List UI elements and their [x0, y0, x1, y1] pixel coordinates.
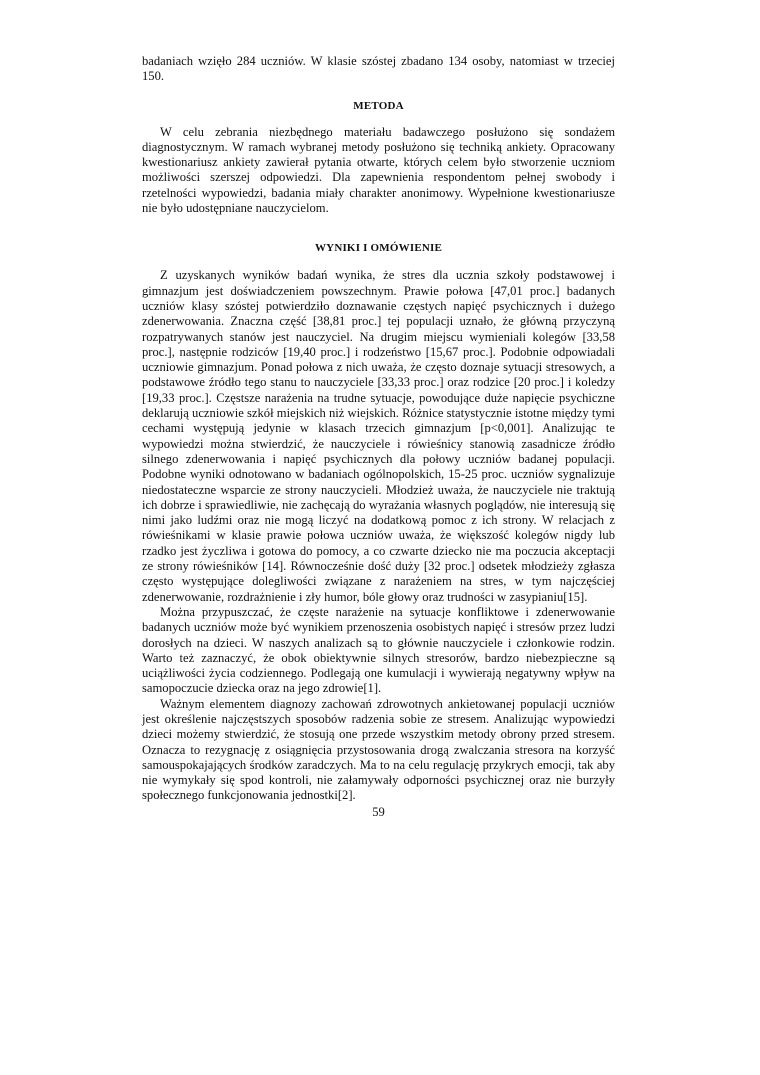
- wyniki-paragraph-2: Można przypuszczać, że częste narażenie na sytuacje konfliktowe i zdenerwowanie badanych uczniów może być wynikiem przenoszenia osobistych napięć i stresów przez ludzi dorosłych na dzieci. W naszych analizach są to głównie nauczyciele i członkowie rodzin. Warto też zaznaczyć, że obok obiektywnie silnych stresorów, bardzo niebezpieczne są uciążliwości życia codziennego. Podlegają one kumulacji i wywierają negatywny wpływ na samopoczucie dziecka oraz na jego zdrowie[1].: [142, 604, 615, 696]
- wyniki-paragraph-1: Z uzyskanych wyników badań wynika, że stres dla ucznia szkoły podstawowej i gimnazjum jest doświadczeniem powszechnym. Prawie połowa [47,01 proc.] badanych uczniów klasy szóstej potwierdziło doznawanie częstych napięć psychicznych i dużego zdenerwowania. Znaczna część [38,81 proc.] tej populacji uznało, że główną przyczyną rozpatrywanych stanów jest nauczyciel. Na drugim miejscu wymieniali kolegów [33,58 proc.], następnie rodziców [19,40 proc.] i rodzeństwo [15,67 proc.]. Podobnie odpowiadali uczniowie gimnazjum. Ponad połowa z nich uważa, że często doznaje sytuacji stresowych, a podstawowe źródło tego stanu to nauczyciele [33,33 proc.] oraz rodzice [20 proc.] i koledzy [19,33 proc.]. Częstsze narażenia na trudne sytuacje, powodujące duże napięcie psychiczne deklarują uczniowie szkół miejskich niż wiejskich. Różnice statystycznie istotne między tymi cechami występują jedynie w klasach trzecich gimnazjum [p<0,001]. Analizując te wypowiedzi można stwierdzić, że nauczyciele i rówieśnicy stanowią zasadnicze źródło silnego zdenerwowania i napięć psychicznych dla połowy uczniów badanej populacji. Podobne wyniki odnotowano w badaniach ogólnopolskich, 15-25 proc. uczniów sygnalizuje niedostateczne wsparcie ze strony nauczycieli. Młodzież uważa, że nauczyciele nie traktują ich dobrze i sprawiedliwie, nie zachęcają do wyrażania własnych poglądów, nie interesują się nimi jako ludźmi oraz nie mogą liczyć na dodatkową pomoc z ich strony. W relacjach z rówieśnikami w klasie prawie połowa uczniów uważa, że większość kolegów nigdy lub rzadko jest życzliwa i gotowa do pomocy, a co czwarte dziecko nie ma poczucia akceptacji ze strony rówieśników [14]. Równocześnie dość duży [32 proc.] odsetek młodzieży zgłasza często występujące dolegliwości związane z narażeniem na stres, w tym najczęściej zdenerwowanie, rozdrażnienie i zły humor, bóle głowy oraz trudności w zasypianiu[15].: [142, 268, 615, 604]
- wyniki-paragraph-3: Ważnym elementem diagnozy zachowań zdrowotnych ankietowanej populacji uczniów jest określenie najczęstszych sposobów radzenia sobie ze stresem. Analizując wypowiedzi dzieci możemy stwierdzić, że stosują one przede wszystkim metody obrony przed stresem. Oznacza to rezygnację z osiągnięcia przystosowania drogą zwalczania stresora na korzyść samouspokajających środków zaradczych. Ma to na celu regulację przykrych emocji, tak aby nie wymykały się spod kontroli, nie załamywały odporności psychicznej oraz nie burzyły społecznego funkcjonowania jednostki[2].: [142, 696, 615, 803]
- section-heading-wyniki: WYNIKI I OMÓWIENIE: [314, 242, 443, 255]
- metoda-paragraph: W celu zebrania niezbędnego materiału badawczego posłużono się sondażem diagnostycznym. W ramach wybranej metody posłużono się techniką ankiety. Opracowany kwestionariusz ankiety zawierał pytania otwarte, których celem było stworzenie uczniom możliwości szerszej odpowiedzi. Dla zapewnienia respondentom pełnej swobody i rzetelności wypowiedzi, badania miały charakter anonimowy. Wypełnione kwestionariusze nie było udostępniane nauczycielom.: [142, 124, 615, 216]
- document-page: [142, 54, 615, 820]
- section-heading-metoda: METODA: [353, 99, 404, 112]
- page-number: 59: [372, 804, 385, 819]
- intro-paragraph: badaniach wzięło 284 uczniów. W klasie szóstej zbadano 134 osoby, natomiast w trzeciej 150.: [142, 54, 615, 84]
